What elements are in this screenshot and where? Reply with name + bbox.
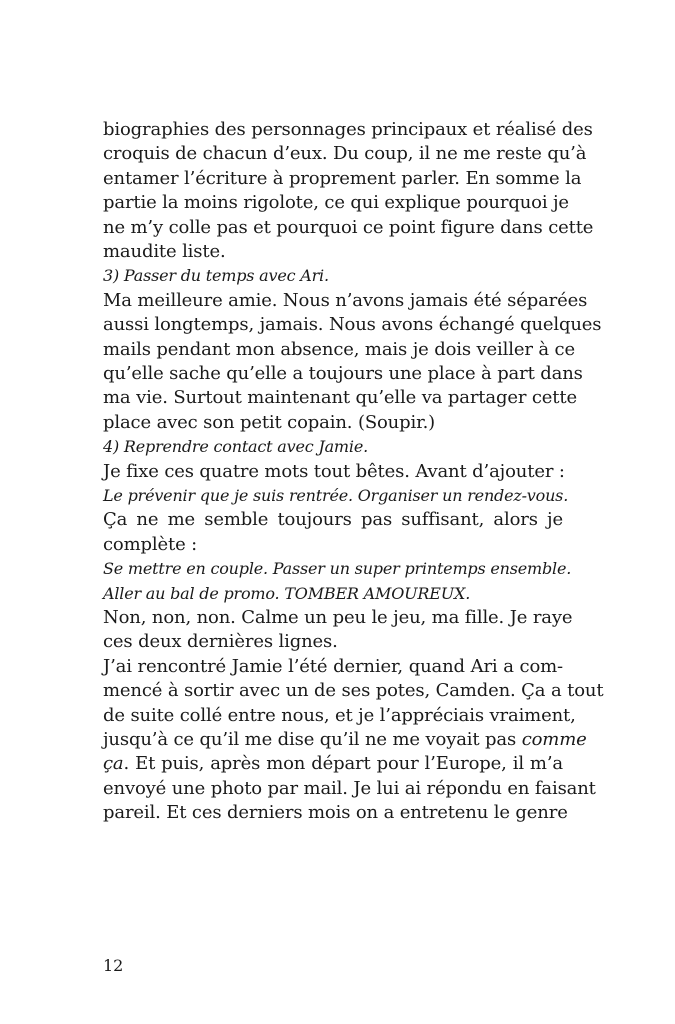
text-line: partie la moins rigolote, ce qui explique pourquoi je: [103, 192, 569, 214]
text-line: mencé à sortir avec un de ses potes, Camden. Ça a tout: [103, 680, 604, 702]
text-line: 3) Passer du temps avec Ari.: [103, 266, 329, 286]
text-line: ces deux dernières lignes.: [103, 631, 338, 653]
text-line: mails pendant mon absence, mais je dois veiller à ce: [103, 338, 575, 360]
text-line: entamer l’écriture à proprement parler. En somme la: [103, 167, 582, 189]
text-line: Non, non, non. Calme un peu le jeu, ma fille. Je raye: [103, 607, 573, 628]
text-line: aussi longtemps, jamais. Nous avons échangé quelques: [103, 314, 602, 336]
text-line: de suite collé entre nous, et je l’appréciais vraiment,: [103, 704, 576, 726]
text-line: Se mettre en couple. Passer un super printemps ensemble.: [103, 559, 572, 579]
text-line: ma vie. Surtout maintenant qu’elle va partager cette: [103, 387, 577, 409]
text-line: Aller au bal de promo. TOMBER AMOUREUX.: [103, 583, 471, 603]
text-line: ça. Et puis, après mon départ pour l’Europe, il m’a: [103, 753, 563, 775]
text-line: maudite liste.: [103, 241, 226, 262]
text-line: complète :: [103, 533, 198, 555]
text-line: J’ai rencontré Jamie l’été dernier, quand Ari a com-: [103, 655, 563, 677]
text-line: Je fixe ces quatre mots tout bêtes. Avant d’ajouter :: [103, 460, 565, 482]
text-line: Ma meilleure amie. Nous n’avons jamais été séparées: [103, 289, 588, 311]
text-line: 4) Reprendre contact avec Jamie.: [103, 437, 368, 457]
page-number: 12: [103, 956, 124, 975]
text-line: jusqu’à ce qu’il me dise qu’il ne me voyait pas comme: [103, 729, 587, 750]
text-line: place avec son petit copain. (Soupir.): [103, 411, 436, 433]
text-line: pareil. Et ces derniers mois on a entretenu le genre: [103, 802, 568, 824]
text-line: croquis de chacun d’eux. Du coup, il ne me reste qu’à: [103, 143, 587, 165]
text-line: envoyé une photo par mail. Je lui ai répondu en faisant: [103, 777, 596, 799]
text-line: biographies des personnages principaux et réalisé des: [103, 119, 593, 140]
text-line: Le prévenir que je suis rentrée. Organiser un rendez-vous.: [103, 486, 569, 505]
text-line: Ça ne me semble toujours pas suffisant, alors je: [103, 509, 563, 531]
text-line: qu’elle sache qu’elle a toujours une place à part dans: [103, 363, 583, 384]
text-line: ne m’y colle pas et pourquoi ce point figure dans cette: [103, 216, 594, 238]
